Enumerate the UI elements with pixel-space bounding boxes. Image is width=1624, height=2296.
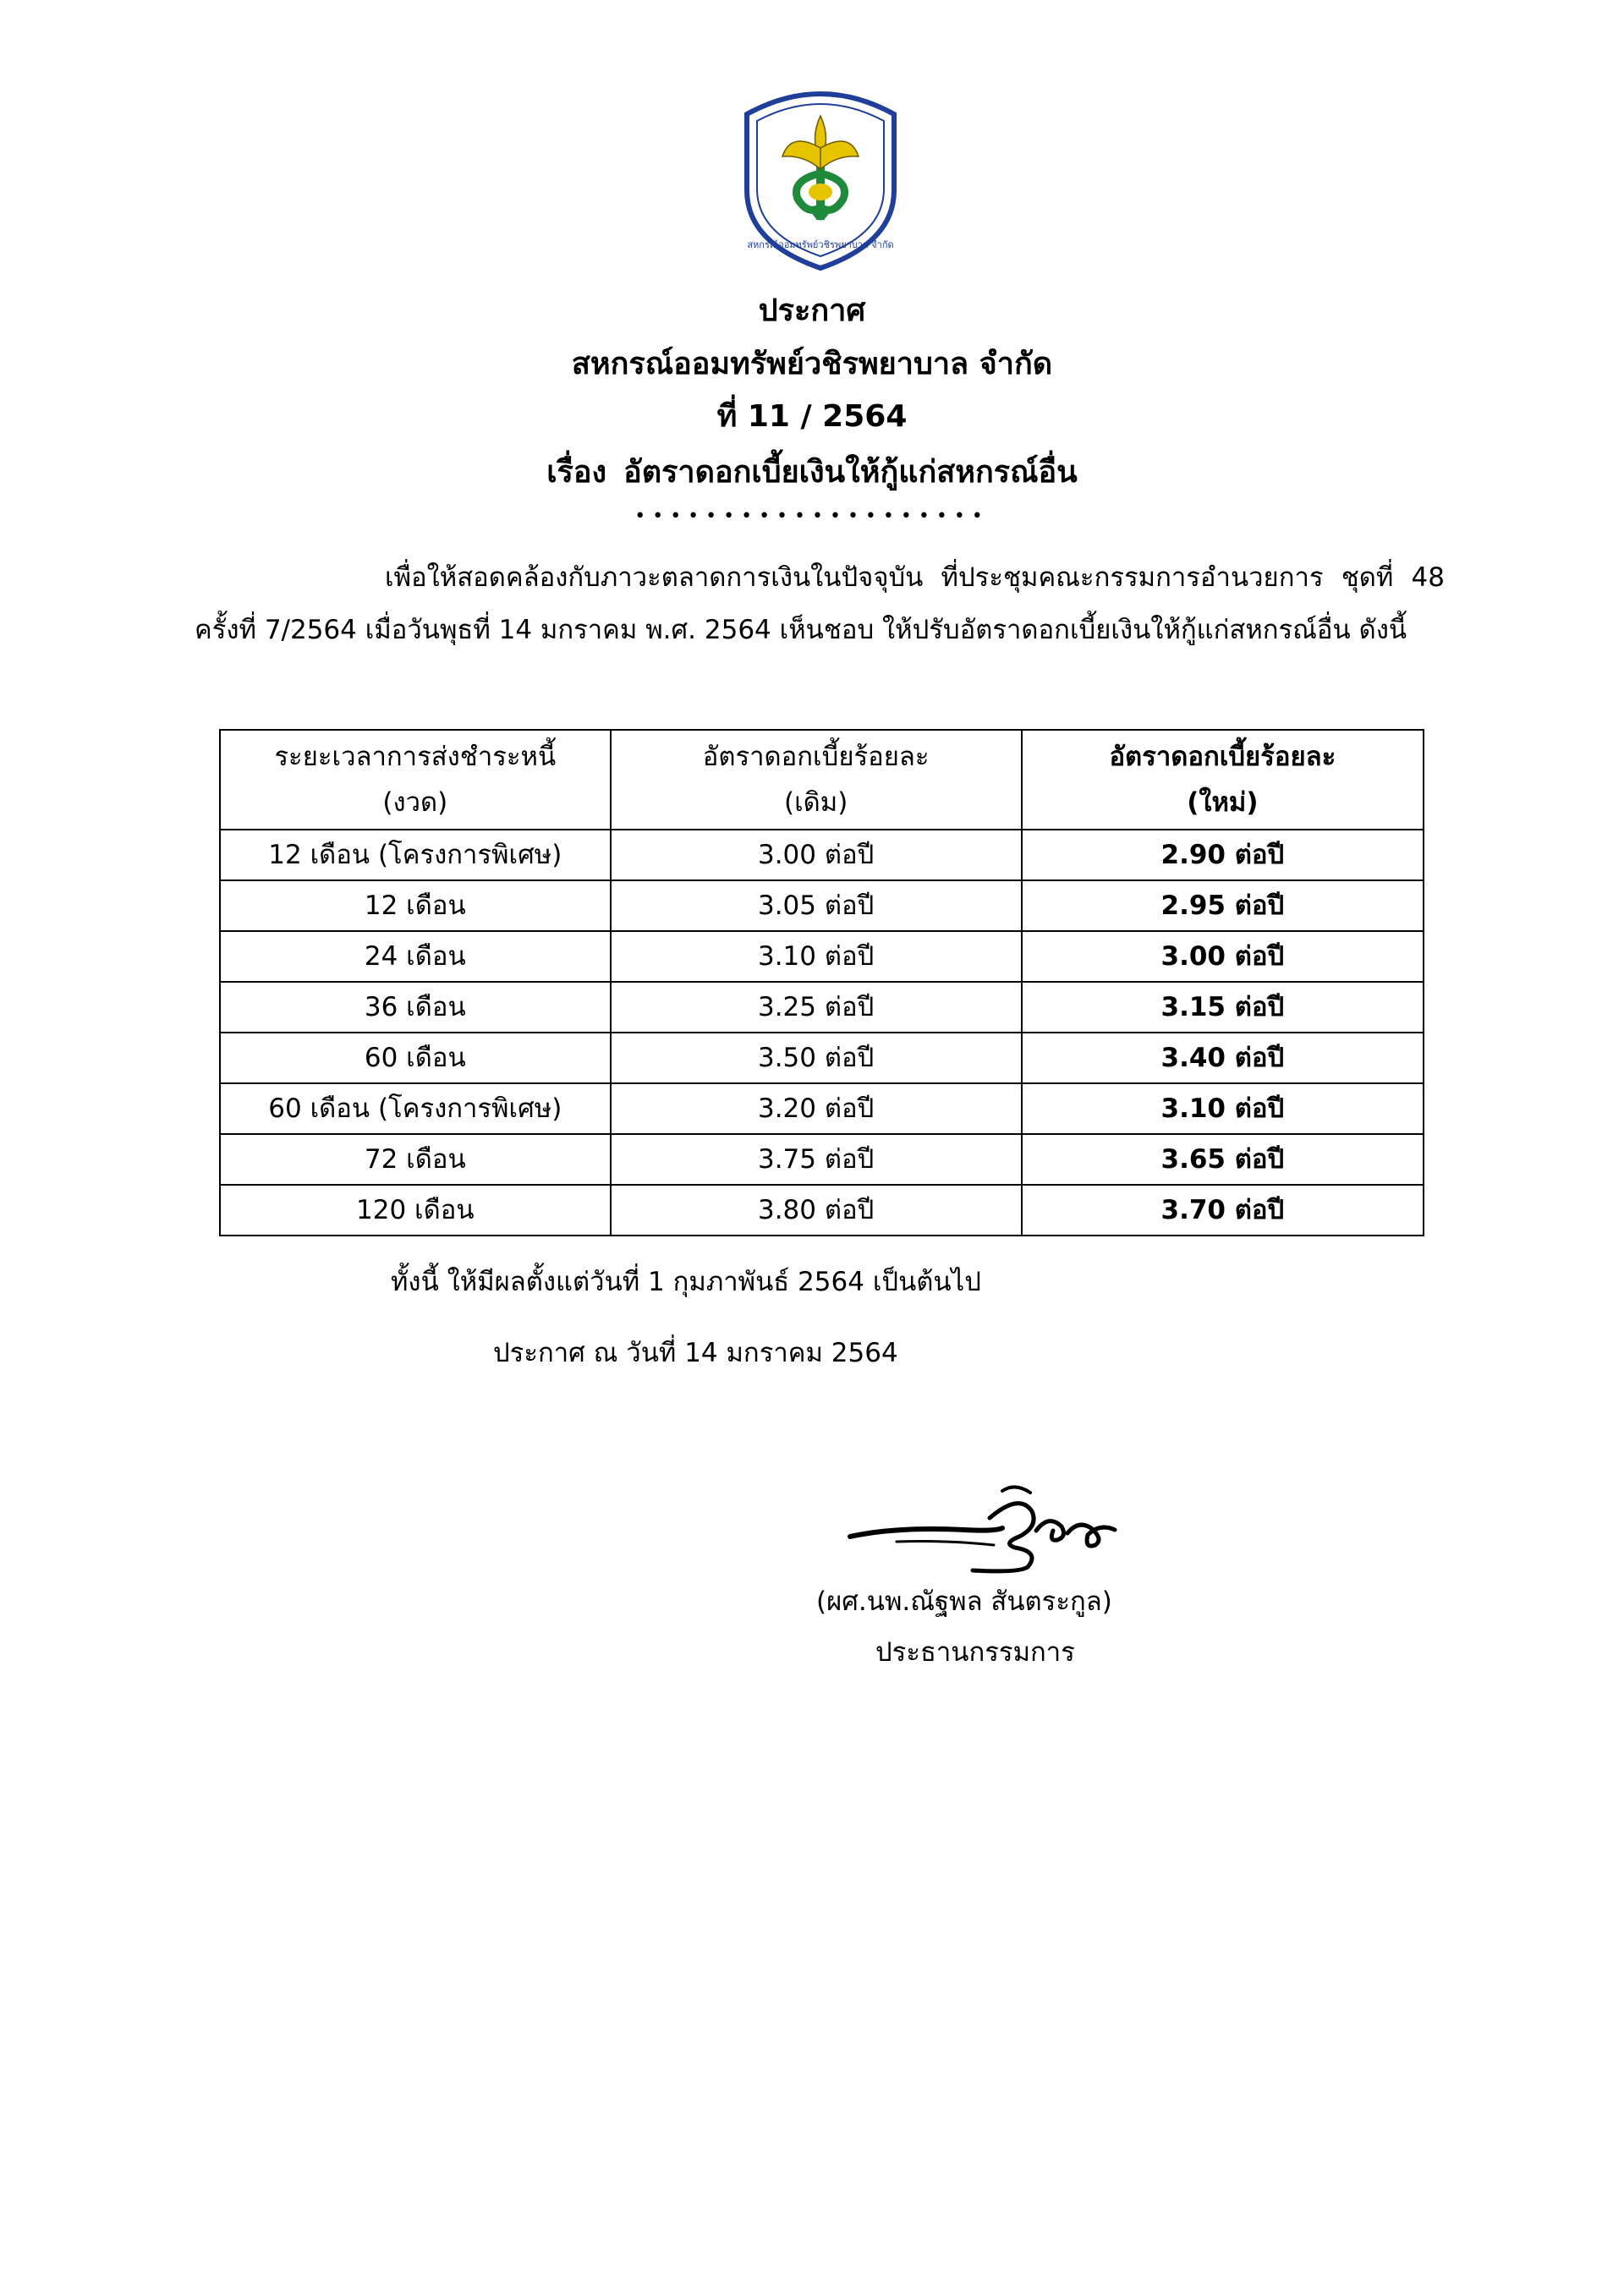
period-cell: 24 เดือน [220,931,611,982]
new-rate-cell: 3.15 ต่อปี [1022,982,1424,1033]
logo-text: สหกรณ์ออมทรัพย์วชิรพยาบาล จำกัด [747,239,894,250]
interest-rate-table [219,729,1424,1236]
header-period: ระยะเวลาการส่งชำระหนี้ (งวด) [220,730,611,830]
table-row [220,1134,1424,1185]
decorative-divider: •••••••••••••••••••• [634,506,990,527]
period-cell: 36 เดือน [220,982,611,1033]
old-rate-cell: 3.25 ต่อปี [611,982,1022,1033]
table-row [220,880,1424,931]
old-rate-cell: 3.75 ต่อปี [611,1134,1022,1185]
subject-text: อัตราดอกเบี้ยเงินให้กู้แก่สหกรณ์อื่น [623,455,1078,490]
subject-label: เรื่อง [546,455,607,490]
table-row [220,931,1424,982]
new-rate-cell: 3.65 ต่อปี [1022,1134,1424,1185]
new-rate-cell: 3.40 ต่อปี [1022,1033,1424,1083]
old-rate-cell: 3.00 ต่อปี [611,830,1022,880]
table-row [220,982,1424,1033]
table-row [220,830,1424,880]
effective-date-text: ทั้งนี้ ให้มีผลตั้งแต่วันที่ 1 กุมภาพันธ์ 2564 เป็นต้นไป [391,1267,981,1297]
body-paragraph: เพื่อให้สอดคล้องกับภาวะตลาดการเงินในปัจจุบัน ที่ประชุมคณะกรรมการอำนวยการ ชุดที่ 48 ครั้งที่ 7/2564 เมื่อวันพุธที่ 14 มกราคม พ.ศ. 2564 เห็นชอบ ให้ปรับอัตราดอกเบี้ยเงินให้กู้แก่สหกรณ์อื่น ดังนี้ [195,562,1445,645]
old-rate-cell: 3.20 ต่อปี [611,1083,1022,1134]
announcement-date-text: ประกาศ ณ วันที่ 14 มกราคม 2564 [493,1338,898,1368]
announcement-heading: ประกาศ [758,293,866,328]
period-cell: 60 เดือน (โครงการพิเศษ) [220,1083,611,1134]
new-rate-cell: 3.00 ต่อปี [1022,931,1424,982]
table-row [220,1033,1424,1083]
new-rate-cell: 3.10 ต่อปี [1022,1083,1424,1134]
old-rate-cell: 3.10 ต่อปี [611,931,1022,982]
organization-name: สหกรณ์ออมทรัพย์วชิรพยาบาล จำกัด [571,347,1053,381]
period-cell: 72 เดือน [220,1134,611,1185]
new-rate-cell: 3.70 ต่อปี [1022,1185,1424,1236]
period-cell: 12 เดือน [220,880,611,931]
signer-name: (ผศ.นพ.ณัฐพล สันตระกูล) [816,1586,1112,1617]
period-cell: 60 เดือน [220,1033,611,1083]
period-cell: 12 เดือน (โครงการพิเศษ) [220,830,611,880]
new-rate-cell: 2.90 ต่อปี [1022,830,1424,880]
header-new-rate: อัตราดอกเบี้ยร้อยละ (ใหม่) [1022,730,1424,830]
header-old-rate: อัตราดอกเบี้ยร้อยละ (เดิม) [611,730,1022,830]
period-cell: 120 เดือน [220,1185,611,1236]
table-row [220,1083,1424,1134]
announcement-number: ที่ 11 / 2564 [716,399,908,434]
table-row [220,1185,1424,1236]
handwritten-signature [846,1467,1125,1577]
old-rate-cell: 3.05 ต่อปี [611,880,1022,931]
new-rate-cell: 2.95 ต่อปี [1022,880,1424,931]
cooperative-logo [732,80,909,275]
signer-title: ประธานกรรมการ [875,1637,1075,1668]
old-rate-cell: 3.50 ต่อปี [611,1033,1022,1083]
table-header-row [220,730,1424,830]
announcement-subject [0,451,1624,495]
old-rate-cell: 3.80 ต่อปี [611,1185,1022,1236]
